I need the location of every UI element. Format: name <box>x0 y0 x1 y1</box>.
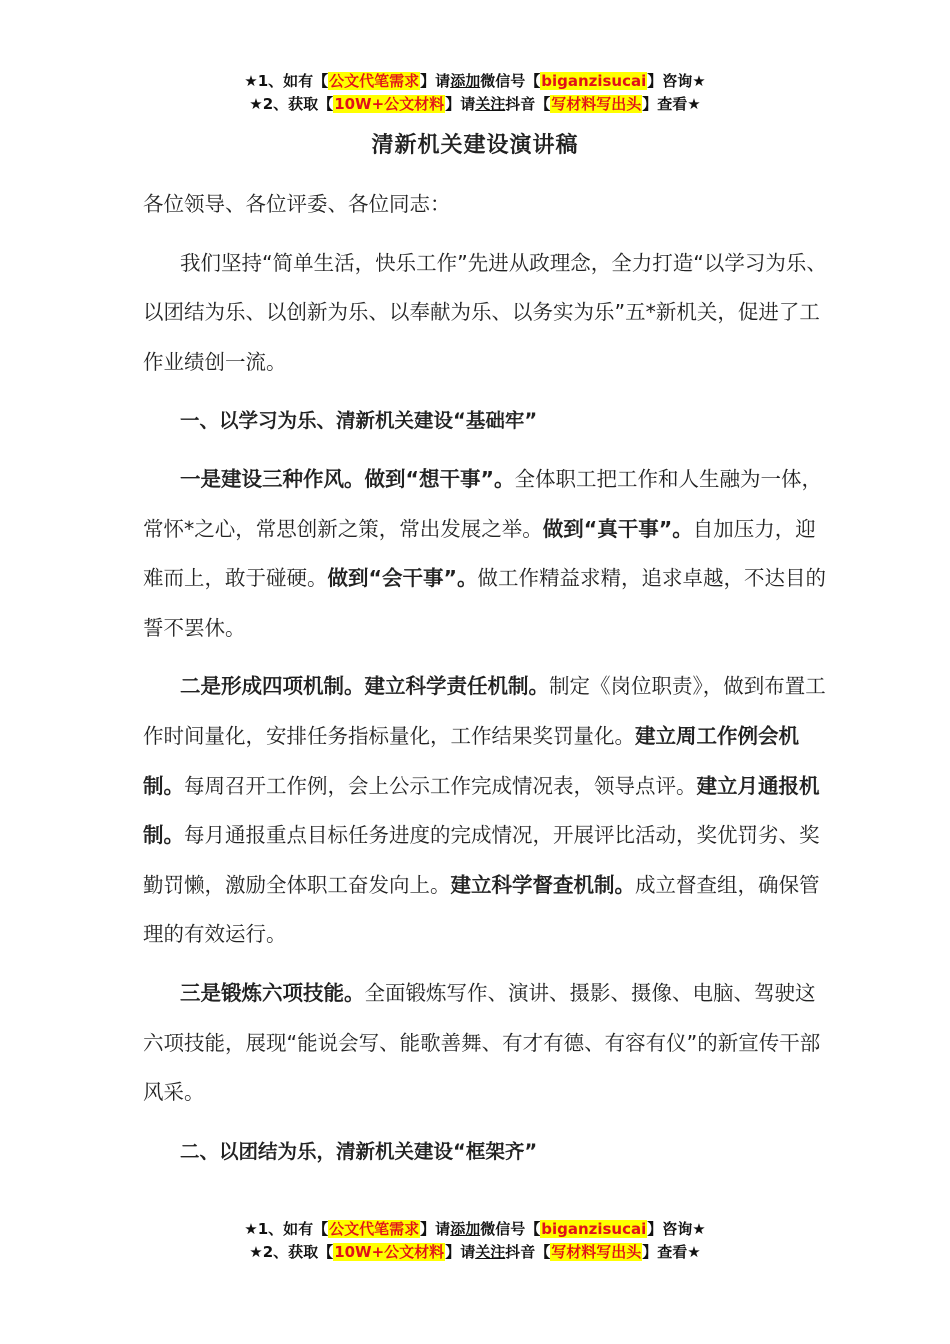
promo-highlight-douyin: 写材料写出头 <box>551 95 642 113</box>
body-text: 全体职工把工作和人生融为一体，常怀*之心，常思创新之策，常出发展之举。 <box>143 466 822 541</box>
document-title: 清新机关建设演讲稿 <box>371 133 579 158</box>
bold-lead: 做到“会干事”。 <box>327 566 478 591</box>
paragraph-mechanisms <box>143 662 833 960</box>
bold-lead: 三是锻炼六项技能。 <box>180 980 365 1005</box>
promo-line-1 <box>0 70 950 93</box>
promo-underline: 添加 <box>450 1220 481 1238</box>
promo-text: 】请 <box>445 1243 476 1261</box>
promo-text: 抖音【 <box>505 1243 551 1261</box>
paragraph-work-style <box>143 455 833 653</box>
body-text: 自加压力，迎难而上，敢于碰硬。 <box>143 516 816 591</box>
body-text: 全面锻炼写作、演讲、摄影、摄像、电脑、驾驶这六项技能，展现“能说会写、能歌善舞、有才有德、有容有仪”的新宣传干部风采。 <box>143 980 821 1105</box>
salutation: 各位领导、各位评委、各位同志： <box>143 192 451 216</box>
promo-text: ★1、如有【 <box>244 72 329 90</box>
promo-line-2 <box>0 93 950 116</box>
bold-lead: 二是形成四项机制。建立科学责任机制。 <box>180 674 549 699</box>
promo-highlight-wechat: biganzisucai <box>541 1220 647 1238</box>
promo-text: 微信号【 <box>480 72 541 90</box>
promo-text: 】咨询★ <box>647 72 706 90</box>
promo-highlight-service: 公文代笔需求 <box>329 1220 420 1238</box>
promo-underline: 添加 <box>450 72 481 90</box>
body-text: 每月通报重点目标任务进度的完成情况，开展评比活动，奖优罚劣、奖勤罚懒，激励全体职工奋发向上。 <box>143 823 820 897</box>
body-text: 制定《岗位职责》，做到布置工作时间量化，安排任务指标量化，工作结果奖罚量化。 <box>143 674 826 748</box>
body-text: 做工作精益求精，追求卓越，不达目的誓不罢休。 <box>143 566 826 640</box>
section-heading-2: 二、以团结为乐，清新机关建设“框架齐” <box>180 1139 538 1163</box>
promo-highlight-materials: 10W+公文材料 <box>334 95 445 113</box>
promo-text: ★2、获取【 <box>249 1243 334 1261</box>
body-text: 成立督查组，确保管理的有效运行。 <box>143 872 820 947</box>
promo-underline: 关注 <box>475 95 506 113</box>
promo-text: 】请 <box>445 95 476 113</box>
section-heading-1: 一、以学习为乐、清新机关建设“基础牢” <box>180 409 538 433</box>
promo-text: 抖音【 <box>505 95 551 113</box>
promo-line-2 <box>0 1241 950 1264</box>
promo-text: 】咨询★ <box>647 1220 706 1238</box>
bold-lead: 一是建设三种作风。做到“想干事”。 <box>180 466 515 491</box>
paragraph-skills <box>143 969 833 1118</box>
document-body <box>143 180 833 1176</box>
intro-paragraph: 我们坚持“简单生活，快乐工作”先进从政理念，全力打造“以学习为乐、以团结为乐、以创新为乐、以奉献为乐、以务实为乐”五*新机关，促进了工作业绩创一流。 <box>143 250 827 374</box>
bold-lead: 建立周工作例会机制。 <box>143 723 799 798</box>
header-promo <box>0 70 950 116</box>
promo-highlight-service: 公文代笔需求 <box>329 72 420 90</box>
promo-text: 】查看★ <box>642 95 701 113</box>
promo-text: ★1、如有【 <box>244 1220 329 1238</box>
promo-text: ★2、获取【 <box>249 95 334 113</box>
footer-promo <box>0 1218 950 1264</box>
promo-text: 】请 <box>420 1220 451 1238</box>
promo-text: 】查看★ <box>642 1243 701 1261</box>
promo-line-1 <box>0 1218 950 1241</box>
promo-highlight-douyin: 写材料写出头 <box>551 1243 642 1261</box>
promo-text: 微信号【 <box>480 1220 541 1238</box>
promo-highlight-materials: 10W+公文材料 <box>334 1243 445 1261</box>
bold-lead: 做到“真干事”。 <box>542 516 693 541</box>
promo-text: 】请 <box>420 72 451 90</box>
body-text: 每周召开工作例，会上公示工作完成情况表，领导点评。 <box>184 773 697 798</box>
promo-underline: 关注 <box>475 1243 506 1261</box>
bold-lead: 建立月通报机制。 <box>143 773 820 848</box>
bold-lead: 建立科学督查机制。 <box>450 872 635 897</box>
promo-highlight-wechat: biganzisucai <box>541 72 647 90</box>
